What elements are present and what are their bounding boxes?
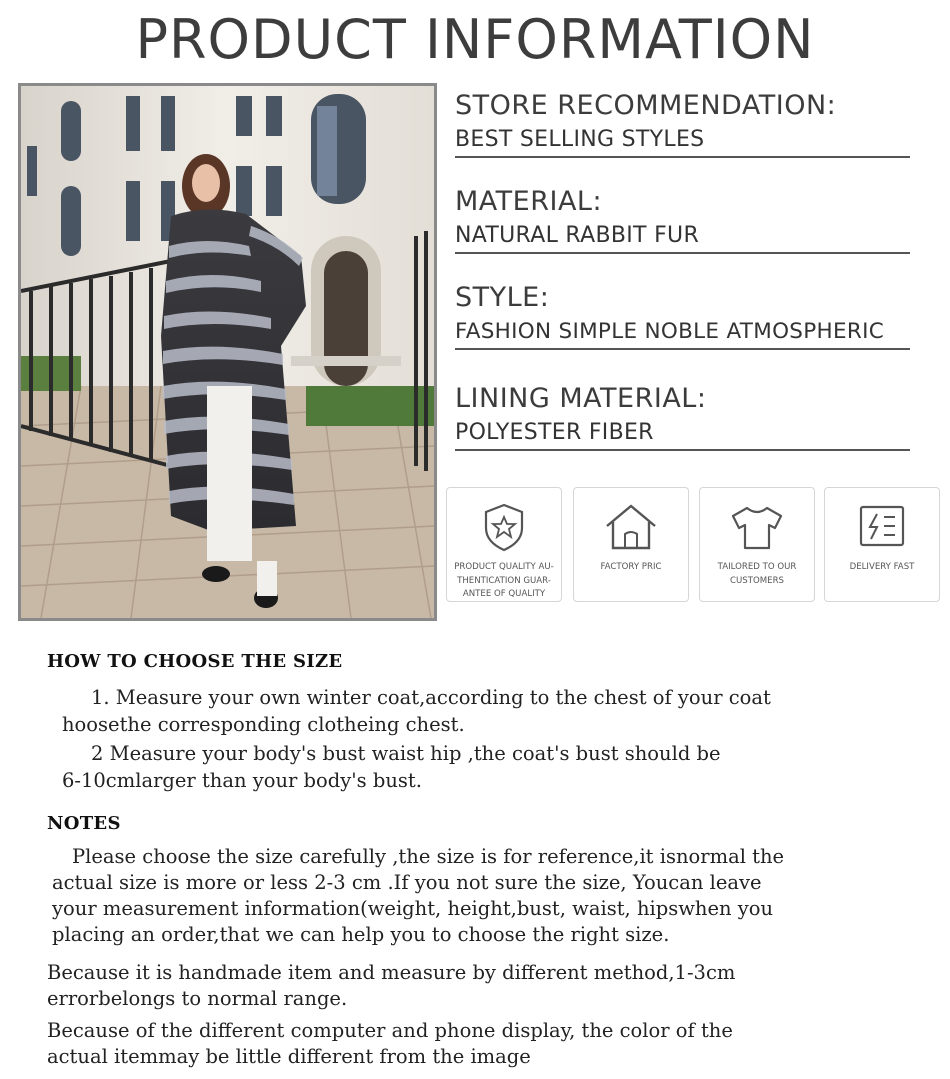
spec-style bbox=[455, 282, 910, 350]
notes-line: actual size is more or less 2-3 cm .If you not sure the size, Youcan leave bbox=[52, 871, 762, 894]
product-photo bbox=[18, 83, 437, 621]
notes-line: errorbelongs to normal range. bbox=[47, 987, 348, 1010]
service-text: PRODUCT QUALITY AU- bbox=[454, 562, 554, 572]
size-guide-line: 1. Measure your own winter coat,according to the chest of your coat bbox=[91, 686, 771, 709]
spec-value: NATURAL RABBIT FUR bbox=[455, 223, 910, 254]
service-text: THENTICATION GUAR- bbox=[457, 575, 551, 586]
size-guide-line: 6-10cmlarger than your body's bust. bbox=[62, 769, 422, 792]
notes-line: Because it is handmade item and measure by different method,1-3cm bbox=[47, 961, 736, 984]
spec-label: MATERIAL: bbox=[455, 186, 603, 217]
spec-material bbox=[455, 186, 910, 254]
shield-star-icon bbox=[477, 500, 531, 554]
page-title: PRODUCT INFORMATION bbox=[135, 8, 815, 71]
size-guide-line: 2 Measure your body's bust waist hip ,the coat's bust should be bbox=[91, 742, 721, 765]
spec-value: FASHION SIMPLE NOBLE ATMOSPHERIC bbox=[455, 319, 910, 350]
delivery-list-icon bbox=[855, 500, 909, 554]
spec-store-recommendation bbox=[455, 90, 910, 158]
service-text: TAILORED TO OUR bbox=[717, 562, 797, 572]
notes-line: Because of the different computer and phone display, the color of the bbox=[47, 1019, 733, 1042]
house-icon bbox=[601, 500, 661, 554]
size-guide-line: hoosethe corresponding clotheing chest. bbox=[62, 713, 465, 736]
spec-value: POLYESTER FIBER bbox=[455, 420, 910, 451]
service-text: DELIVERY FAST bbox=[849, 562, 915, 572]
service-quality bbox=[446, 487, 562, 602]
service-factory-price bbox=[573, 487, 689, 602]
service-tailored bbox=[699, 487, 815, 602]
tshirt-icon bbox=[727, 500, 787, 554]
notes-line: your measurement information(weight, height,bust, waist, hipswhen you bbox=[52, 897, 774, 920]
service-text: FACTORY PRIC bbox=[600, 562, 662, 572]
notes-line: actual itemmay be little different from the image bbox=[47, 1045, 531, 1068]
service-text: CUSTOMERS bbox=[729, 575, 785, 586]
spec-value: BEST SELLING STYLES bbox=[455, 127, 910, 158]
spec-lining-material bbox=[455, 383, 910, 451]
spec-label: STORE RECOMMENDATION: bbox=[455, 90, 837, 121]
service-text: ANTEE OF QUALITY bbox=[462, 589, 546, 599]
spec-label: LINING MATERIAL: bbox=[455, 383, 707, 414]
notes-line: placing an order,that we can help you to choose the right size. bbox=[52, 923, 670, 946]
notes-line: Please choose the size carefully ,the size is for reference,it isnormal the bbox=[72, 845, 785, 868]
spec-label: STYLE: bbox=[455, 282, 550, 313]
size-guide-heading: HOW TO CHOOSE THE SIZE bbox=[47, 651, 343, 672]
notes-heading: NOTES bbox=[47, 813, 121, 834]
service-delivery bbox=[824, 487, 940, 602]
